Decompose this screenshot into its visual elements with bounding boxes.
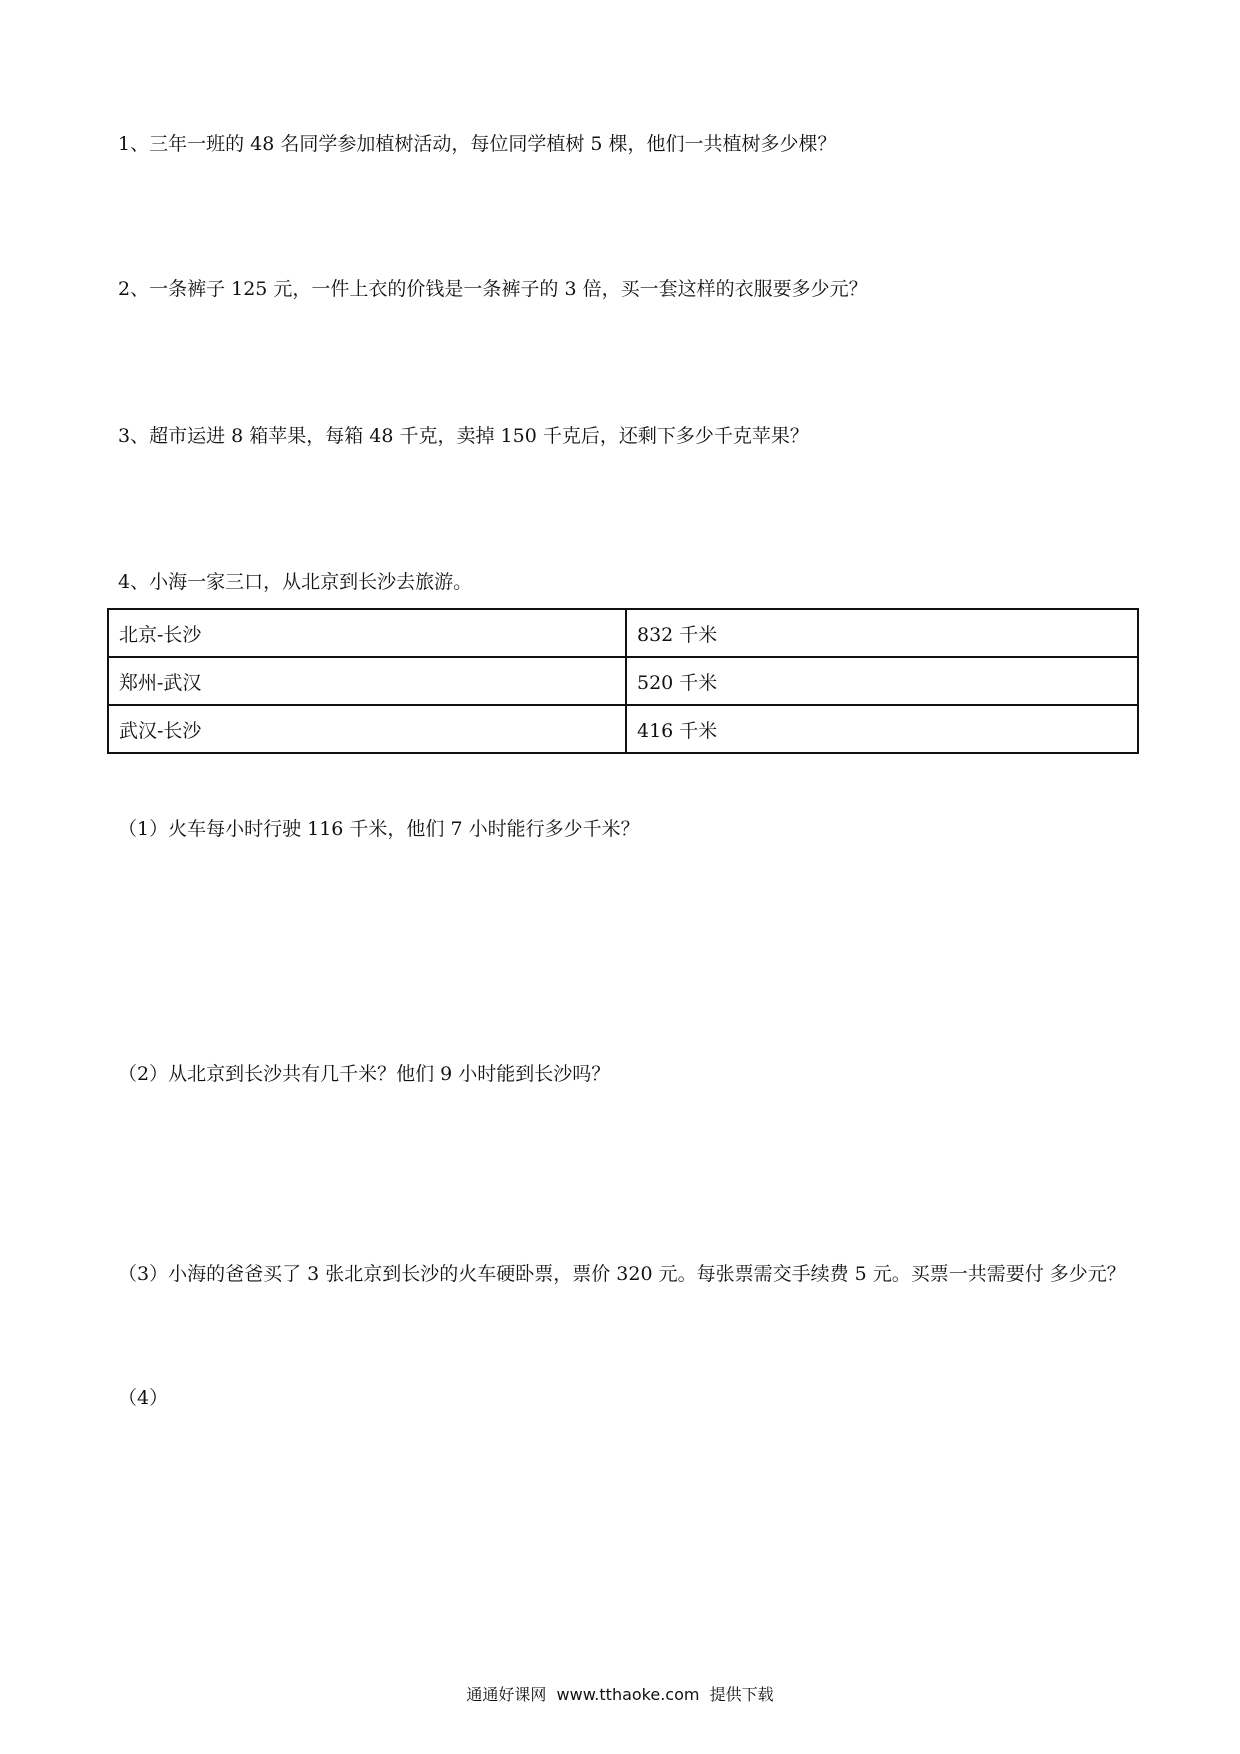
distance-cell: 520 千米 [626, 657, 1138, 705]
question-3: 3、超市运进 8 箱苹果，每箱 48 千克，卖掉 150 千克后，还剩下多少千克苹果？ [118, 425, 809, 447]
footer-site-name: 通通好课网 [466, 1685, 547, 1704]
question-4-part-3: （3）小海的爸爸买了 3 张北京到长沙的火车硬卧票，票价 320 元。每张票需交手续费 5 元。买票一共需要付 多少元？ [118, 1263, 1126, 1285]
route-cell: 北京-长沙 [108, 609, 626, 657]
table-row [108, 705, 1138, 753]
footer-suffix: 提供下载 [709, 1685, 774, 1704]
distance-cell: 416 千米 [626, 705, 1138, 753]
footer-url: www.tthaoke.com [556, 1685, 700, 1704]
table-row [108, 609, 1138, 657]
question-4-part-4: （4） [118, 1387, 169, 1409]
question-4-intro: 4、小海一家三口，从北京到长沙去旅游。 [118, 571, 473, 593]
distance-cell: 832 千米 [626, 609, 1138, 657]
page-footer [0, 1682, 1240, 1705]
route-cell: 郑州-武汉 [108, 657, 626, 705]
question-4-part-1: （1）火车每小时行驶 116 千米，他们 7 小时能行多少千米？ [118, 818, 640, 840]
route-distance-table [107, 608, 1139, 754]
question-1: 1、三年一班的 48 名同学参加植树活动，每位同学植树 5 棵，他们一共植树多少棵？ [118, 133, 837, 155]
table-row [108, 657, 1138, 705]
route-cell: 武汉-长沙 [108, 705, 626, 753]
question-4-part-2: （2）从北京到长沙共有几千米？他们 9 小时能到长沙吗？ [118, 1063, 611, 1085]
question-2: 2、一条裤子 125 元，一件上衣的价钱是一条裤子的 3 倍，买一套这样的衣服要多少元？ [118, 278, 868, 300]
